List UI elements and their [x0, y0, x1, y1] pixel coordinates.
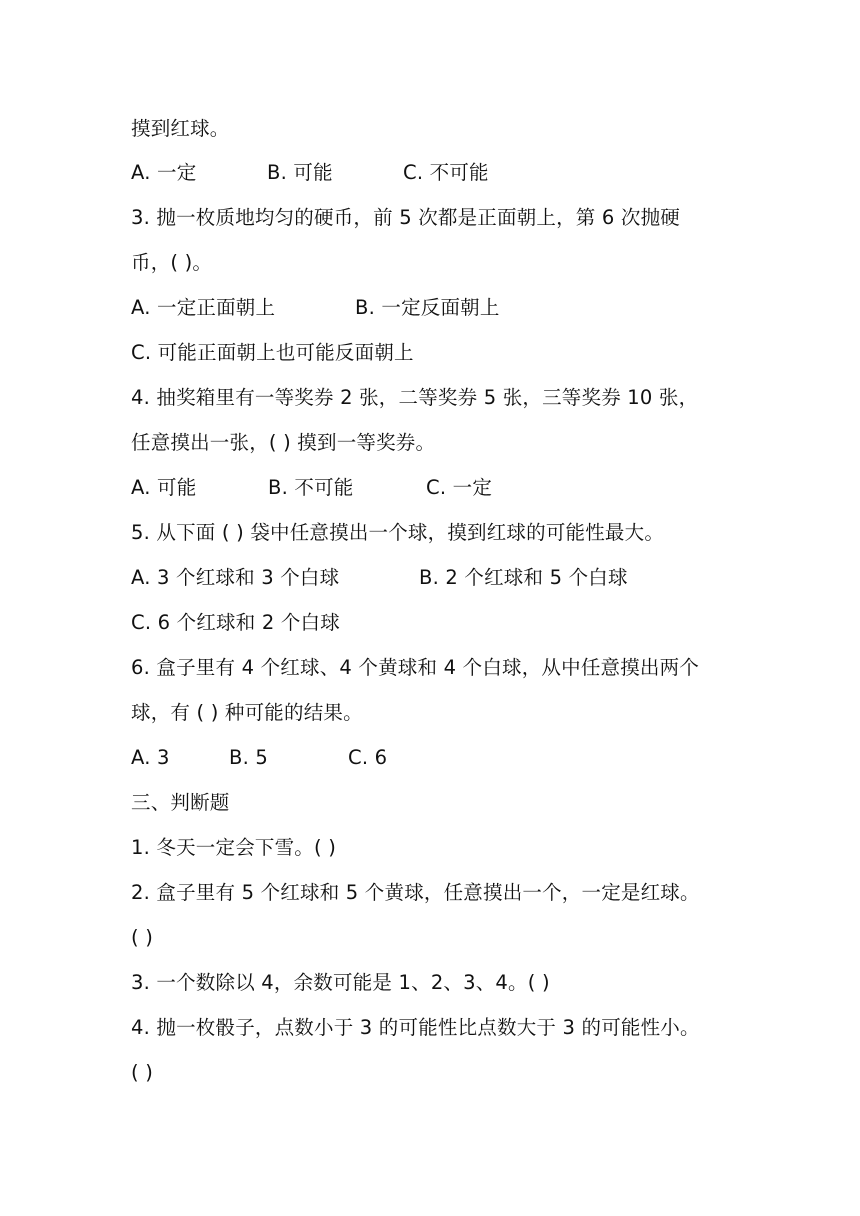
judgement-2-line2: ( ): [131, 926, 154, 949]
question-4-option-c: C. 一定: [426, 476, 493, 499]
judgement-3: 3. 一个数除以 4，余数可能是 1、2、3、4。( ): [131, 971, 550, 994]
question-4-option-a: A. 可能: [131, 476, 197, 499]
question-5-option-b: B. 2 个红球和 5 个白球: [419, 566, 628, 589]
judgement-2-line1: 2. 盒子里有 5 个红球和 5 个黄球，任意摸出一个，一定是红球。: [131, 881, 700, 904]
question-6-text-line1: 6. 盒子里有 4 个红球、4 个黄球和 4 个白球，从中任意摸出两个: [131, 656, 700, 679]
question-2-option-b: B. 可能: [267, 161, 333, 184]
judgement-4-line2: ( ): [131, 1061, 154, 1084]
question-6-option-a: A. 3: [131, 746, 170, 769]
question-6-option-b: B. 5: [229, 746, 268, 769]
question-5-option-c: C. 6 个红球和 2 个白球: [131, 611, 340, 634]
question-5-option-a: A. 3 个红球和 3 个白球: [131, 566, 340, 589]
question-4-text-line2: 任意摸出一张，( ) 摸到一等奖券。: [131, 431, 436, 454]
judgement-4-line1: 4. 抛一枚骰子，点数小于 3 的可能性比点数大于 3 的可能性小。: [131, 1016, 700, 1039]
question-4-option-b: B. 不可能: [268, 476, 354, 499]
question-4-text-line1: 4. 抽奖箱里有一等奖券 2 张，二等奖券 5 张，三等奖券 10 张，: [131, 386, 699, 409]
question-3-text-line2: 币，( )。: [131, 251, 213, 274]
question-6-text-line2: 球，有 ( ) 种可能的结果。: [131, 701, 363, 724]
question-2-continuation: 摸到红球。: [131, 117, 230, 140]
question-3-option-b: B. 一定反面朝上: [355, 296, 500, 319]
question-3-option-a: A. 一定正面朝上: [131, 296, 276, 319]
section-3-heading: 三、判断题: [131, 791, 230, 814]
judgement-1: 1. 冬天一定会下雪。( ): [131, 836, 337, 859]
question-3-text-line1: 3. 抛一枚质地均匀的硬币，前 5 次都是正面朝上，第 6 次抛硬: [131, 206, 681, 229]
question-2-option-a: A. 一定: [131, 161, 197, 184]
question-2-option-c: C. 不可能: [403, 161, 489, 184]
question-3-option-c: C. 可能正面朝上也可能反面朝上: [131, 341, 414, 364]
question-5-text: 5. 从下面 ( ) 袋中任意摸出一个球，摸到红球的可能性最大。: [131, 521, 665, 544]
question-6-option-c: C. 6: [348, 746, 388, 769]
